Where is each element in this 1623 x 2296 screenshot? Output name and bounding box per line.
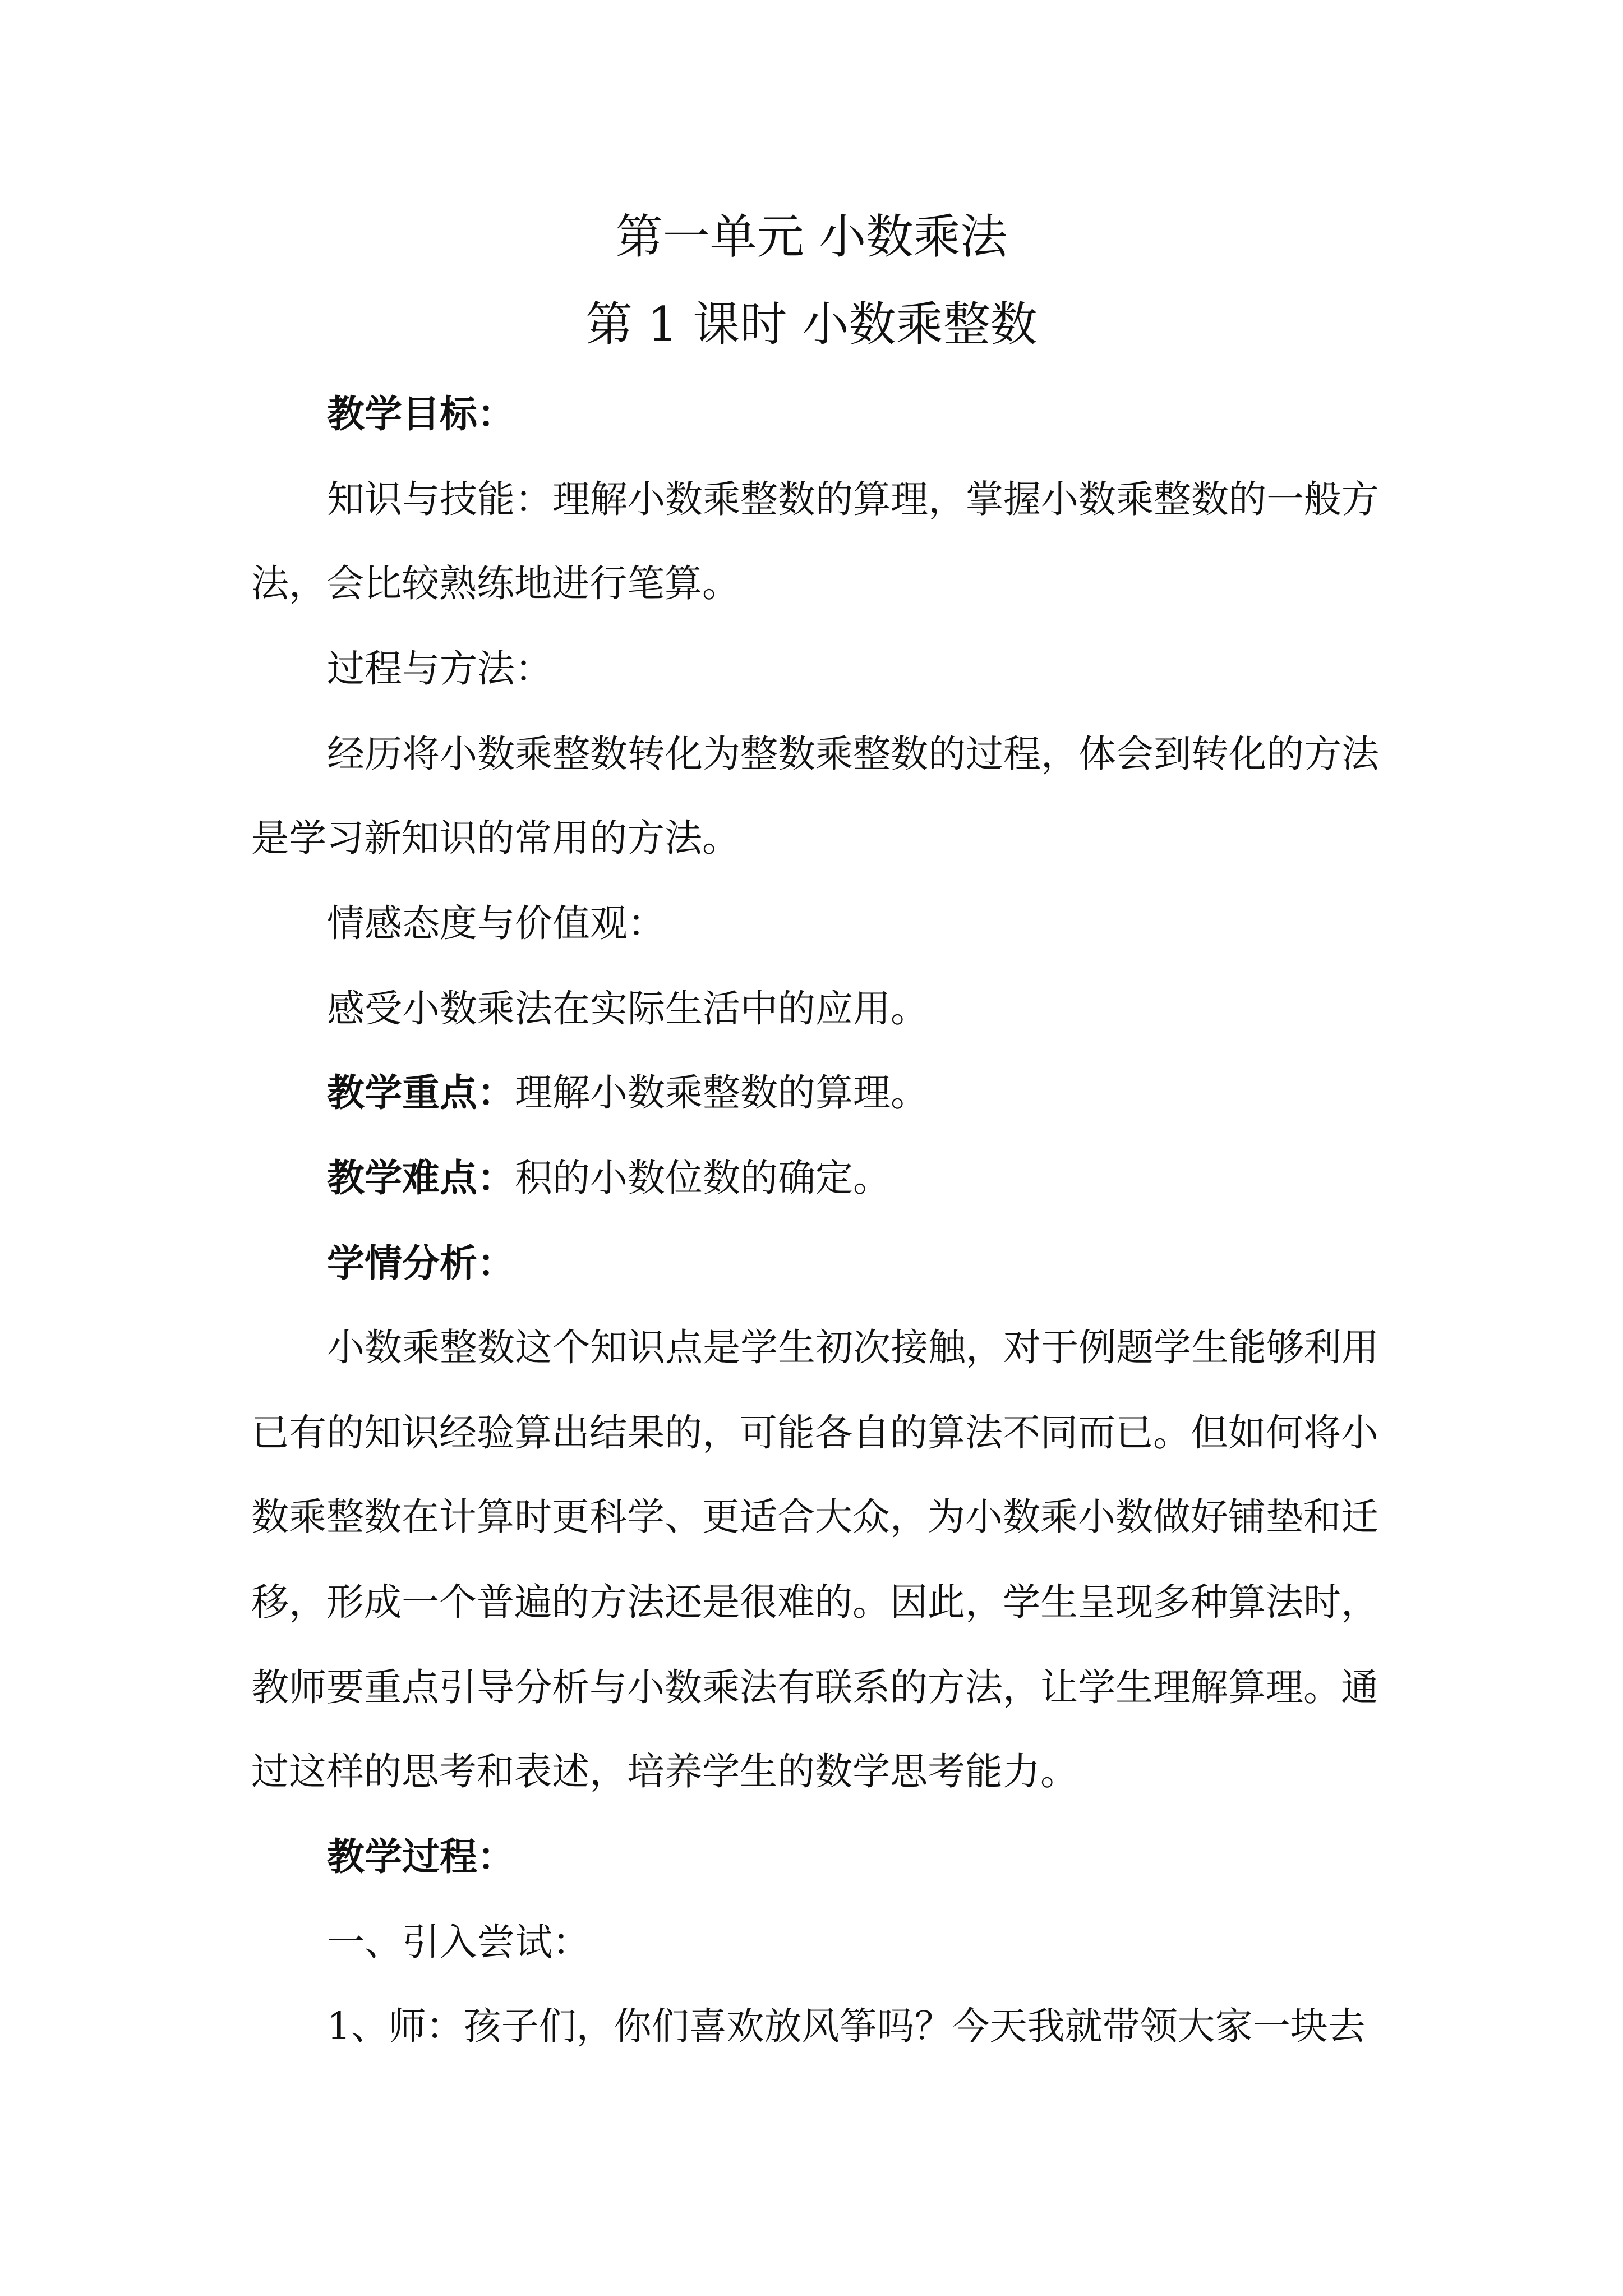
process-method-line-2: 是学习新知识的常用的方法。	[251, 816, 740, 860]
objectives-heading: 教学目标：	[327, 392, 515, 436]
knowledge-line-2: 法，会比较熟练地进行笔算。	[251, 562, 740, 605]
knowledge-heading: 知识与技能：	[327, 477, 552, 521]
analysis-heading: 学情分析：	[327, 1241, 515, 1285]
analysis-line: 已有的知识经验算出结果的，可能各自的算法不同而已。但如何将小	[251, 1411, 1378, 1455]
knowledge-line-1	[327, 477, 1379, 522]
emotion-heading: 情感态度与价值观：	[327, 901, 665, 945]
section-1-item-1: 1、师：孩子们，你们喜欢放风筝吗？今天我就带领大家一块去	[327, 2004, 1366, 2048]
lesson-title: 第 1 课时 小数乘整数	[585, 297, 1038, 352]
difficulty	[327, 1156, 891, 1200]
key-point-text: 理解小数乘整数的算理。	[515, 1071, 928, 1115]
difficulty-text: 积的小数位数的确定。	[515, 1156, 891, 1200]
analysis-line: 数乘整数在计算时更科学、更适合大众，为小数乘小数做好铺垫和迁	[251, 1495, 1378, 1539]
analysis-line: 小数乘整数这个知识点是学生初次接触，对于例题学生能够利用	[327, 1326, 1379, 1369]
emotion-line-1: 感受小数乘法在实际生活中的应用。	[327, 987, 928, 1030]
section-1-heading: 一、引入尝试：	[327, 1920, 590, 1964]
knowledge-text: 理解小数乘整数的算理，掌握小数乘整数的一般方	[552, 477, 1379, 521]
key-point-label: 教学重点：	[327, 1070, 515, 1115]
process-heading: 教学过程：	[327, 1834, 515, 1879]
unit-title: 第一单元 小数乘法	[615, 209, 1008, 264]
process-method-line-1: 经历将小数乘整数转化为整数乘整数的过程，体会到转化的方法	[327, 732, 1379, 776]
analysis-line: 过这样的思考和表述，培养学生的数学思考能力。	[251, 1750, 1078, 1793]
process-method-heading: 过程与方法：	[327, 647, 552, 691]
key-point	[327, 1070, 928, 1115]
analysis-line: 教师要重点引导分析与小数乘法有联系的方法，让学生理解算理。通	[251, 1665, 1378, 1709]
analysis-line: 移，形成一个普遍的方法还是很难的。因此，学生呈现多种算法时，	[251, 1580, 1378, 1624]
difficulty-label: 教学难点：	[327, 1156, 515, 1200]
